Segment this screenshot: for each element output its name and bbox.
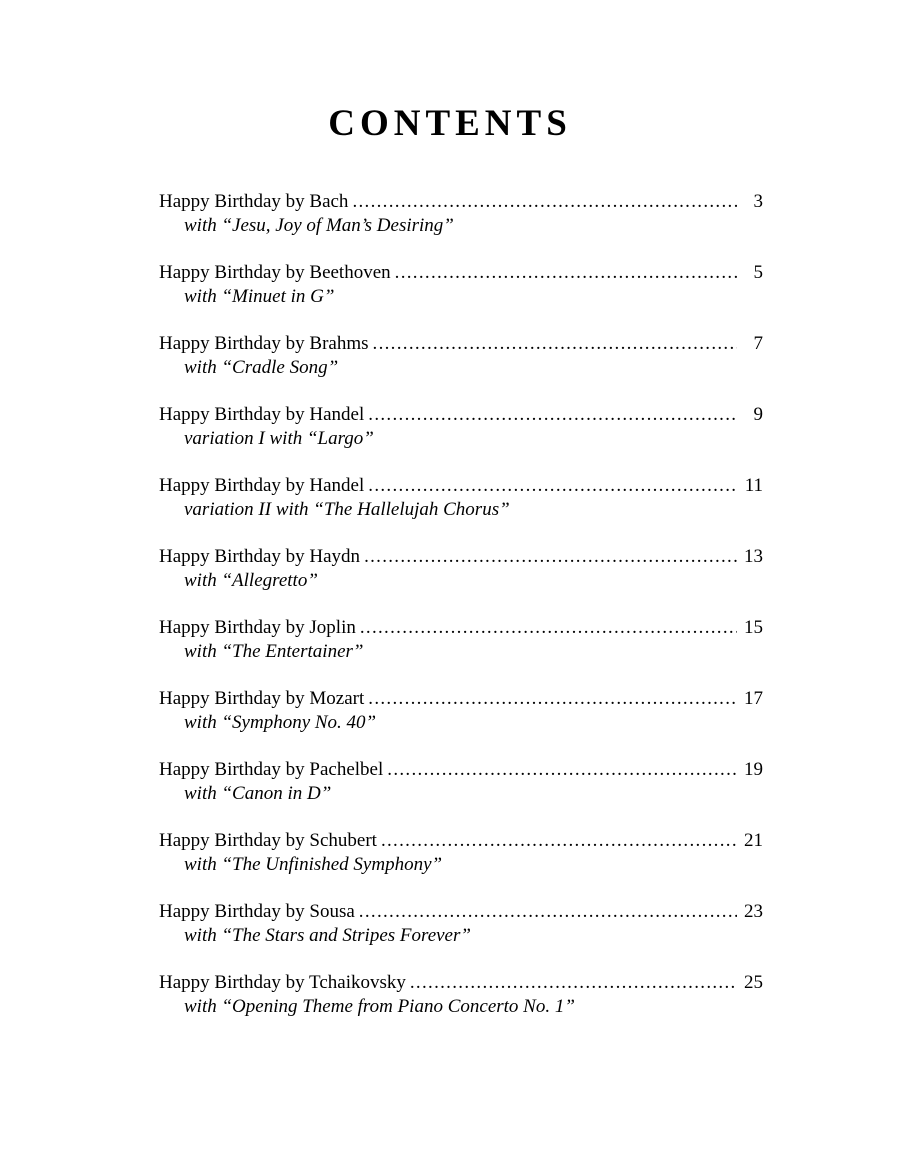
dot-leader bbox=[373, 332, 737, 356]
dot-leader bbox=[359, 900, 737, 924]
toc-subtitle: with “The Stars and Stripes Forever” bbox=[184, 925, 471, 946]
toc-title: Happy Birthday by Sousa bbox=[159, 901, 355, 922]
toc-page-number: 3 bbox=[753, 191, 763, 212]
toc-line bbox=[159, 758, 763, 782]
toc-entry-haydn[interactable] bbox=[159, 545, 763, 616]
toc-page-number: 17 bbox=[744, 688, 763, 709]
toc-entry-mozart[interactable] bbox=[159, 687, 763, 758]
toc-title: Happy Birthday by Handel bbox=[159, 475, 365, 496]
toc-line bbox=[159, 687, 763, 711]
toc-subtitle: variation II with “The Hallelujah Chorus” bbox=[184, 499, 510, 520]
toc-subtitle: with “Symphony No. 40” bbox=[184, 712, 377, 733]
toc-subtitle: with “Minuet in G” bbox=[184, 286, 335, 307]
toc-title: Happy Birthday by Handel bbox=[159, 404, 365, 425]
toc-entry-beethoven[interactable] bbox=[159, 261, 763, 332]
dot-leader bbox=[387, 758, 737, 782]
toc-title: Happy Birthday by Mozart bbox=[159, 688, 365, 709]
dot-leader bbox=[368, 403, 737, 427]
toc-line bbox=[159, 403, 763, 427]
toc-page-number: 5 bbox=[753, 262, 763, 283]
toc-entry-pachelbel[interactable] bbox=[159, 758, 763, 829]
toc-line bbox=[159, 829, 763, 853]
toc-title: Happy Birthday by Haydn bbox=[159, 546, 361, 567]
toc-page-number: 7 bbox=[753, 333, 763, 354]
toc-title: Happy Birthday by Tchaikovsky bbox=[159, 972, 406, 993]
toc-subtitle: with “Opening Theme from Piano Concerto No. 1” bbox=[184, 996, 575, 1017]
toc-page-number: 23 bbox=[744, 901, 763, 922]
toc-line bbox=[159, 616, 763, 640]
toc-page-number: 21 bbox=[744, 830, 763, 851]
dot-leader bbox=[364, 545, 737, 569]
toc-entry-handel-2[interactable] bbox=[159, 474, 763, 545]
toc-line bbox=[159, 900, 763, 924]
toc-line bbox=[159, 261, 763, 285]
page-title: CONTENTS bbox=[328, 103, 572, 144]
dot-leader bbox=[395, 261, 737, 285]
toc-subtitle: with “The Entertainer” bbox=[184, 641, 364, 662]
toc-title: Happy Birthday by Pachelbel bbox=[159, 759, 384, 780]
dot-leader bbox=[368, 687, 737, 711]
toc-line bbox=[159, 474, 763, 498]
dot-leader bbox=[360, 616, 737, 640]
toc-entry-handel-1[interactable] bbox=[159, 403, 763, 474]
dot-leader bbox=[410, 971, 737, 995]
toc-page-number: 25 bbox=[744, 972, 763, 993]
toc-subtitle: with “Allegretto” bbox=[184, 570, 318, 591]
toc-entry-bach[interactable] bbox=[159, 190, 763, 261]
toc-entry-tchaikovsky[interactable] bbox=[159, 971, 763, 1042]
toc-title: Happy Birthday by Beethoven bbox=[159, 262, 391, 283]
toc-title: Happy Birthday by Bach bbox=[159, 191, 349, 212]
toc-title: Happy Birthday by Joplin bbox=[159, 617, 356, 638]
toc-entry-sousa[interactable] bbox=[159, 900, 763, 971]
table-of-contents bbox=[159, 190, 763, 1042]
toc-subtitle: with “Cradle Song” bbox=[184, 357, 339, 378]
toc-line bbox=[159, 332, 763, 356]
dot-leader bbox=[381, 829, 737, 853]
toc-title: Happy Birthday by Brahms bbox=[159, 333, 369, 354]
toc-page-number: 19 bbox=[744, 759, 763, 780]
toc-page-number: 13 bbox=[744, 546, 763, 567]
toc-title: Happy Birthday by Schubert bbox=[159, 830, 377, 851]
toc-subtitle: with “Canon in D” bbox=[184, 783, 332, 804]
toc-line bbox=[159, 190, 763, 214]
toc-line bbox=[159, 545, 763, 569]
toc-page-number: 11 bbox=[744, 475, 763, 496]
toc-line bbox=[159, 971, 763, 995]
toc-subtitle: variation I with “Largo” bbox=[184, 428, 374, 449]
dot-leader bbox=[368, 474, 737, 498]
toc-entry-schubert[interactable] bbox=[159, 829, 763, 900]
toc-subtitle: with “Jesu, Joy of Man’s Desiring” bbox=[184, 215, 454, 236]
dot-leader bbox=[352, 190, 737, 214]
toc-subtitle: with “The Unfinished Symphony” bbox=[184, 854, 443, 875]
toc-entry-joplin[interactable] bbox=[159, 616, 763, 687]
toc-page-number: 9 bbox=[753, 404, 763, 425]
toc-entry-brahms[interactable] bbox=[159, 332, 763, 403]
toc-page-number: 15 bbox=[744, 617, 763, 638]
